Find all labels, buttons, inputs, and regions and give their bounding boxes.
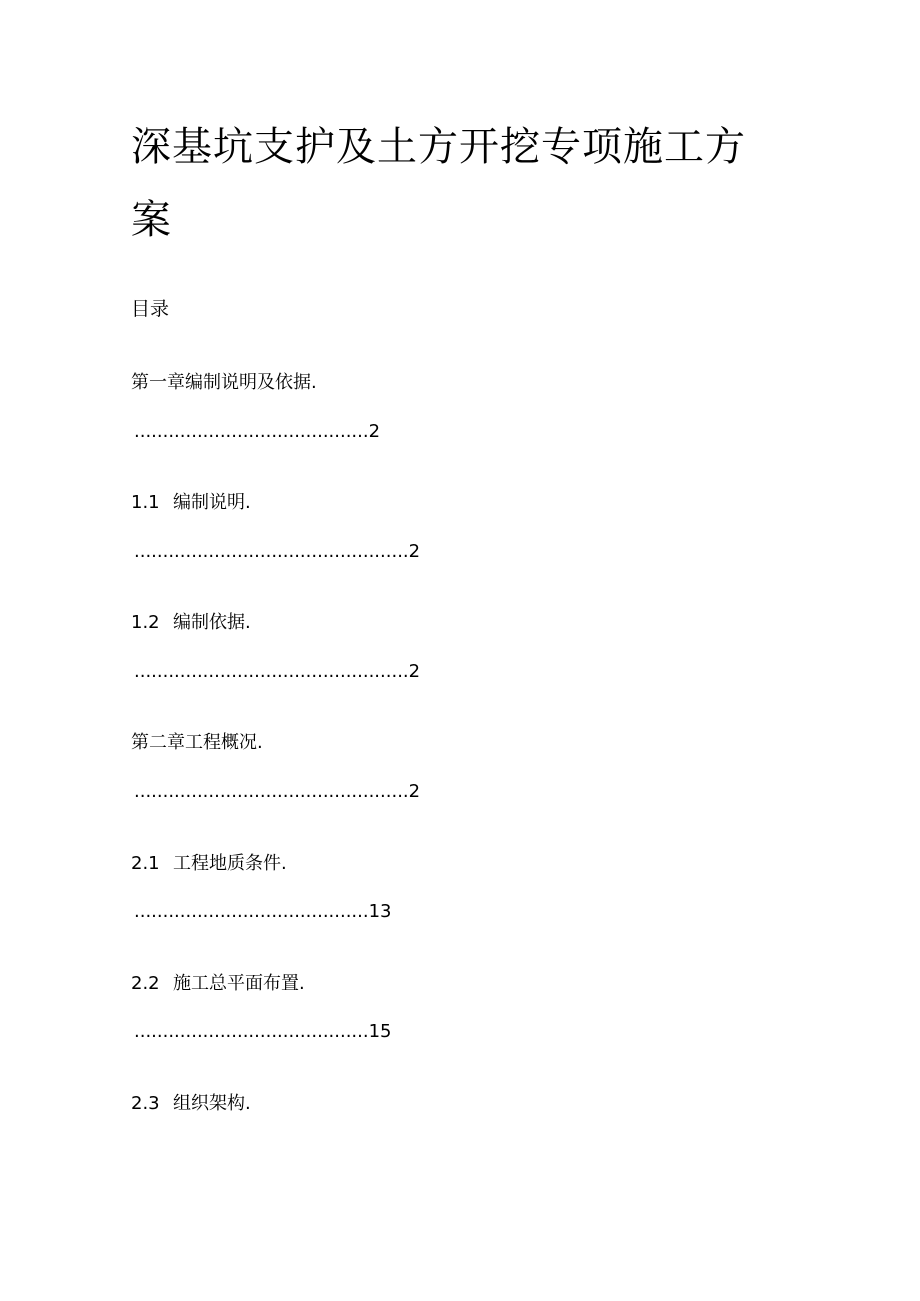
toc-page-number: 2: [368, 421, 381, 442]
document-title-line-2: 案: [131, 197, 172, 243]
document-title-line-1: 深基坑支护及土方开挖专项施工方: [131, 124, 746, 170]
toc-leader-dots: .........................................: [134, 421, 369, 442]
toc-entry-title: [131, 975, 305, 993]
toc-leader-dots: .........................................: [134, 901, 369, 922]
toc-entry-leader: [134, 543, 420, 561]
toc-entry-title: [131, 614, 251, 632]
toc-entry-text: 施工总平面布置.: [173, 973, 305, 994]
toc-entry-leader: [134, 783, 420, 801]
toc-entry-leader: [134, 1023, 392, 1041]
toc-page-number: 2: [408, 541, 421, 562]
toc-entry-number: 2.2: [131, 973, 160, 994]
toc-entry-leader: [134, 903, 392, 921]
toc-leader-dots: ................................................: [134, 661, 409, 682]
toc-leader-dots: ................................................: [134, 781, 409, 802]
toc-entry-text: 第二章工程概况.: [131, 732, 263, 753]
toc-entry-number: 1.1: [131, 492, 160, 513]
toc-entry-title: [131, 855, 287, 873]
toc-entry-text: 工程地质条件.: [173, 853, 287, 874]
toc-entry-title: [131, 734, 263, 752]
toc-entry-title: [131, 374, 317, 392]
toc-entry-text: 第一章编制说明及依据.: [131, 372, 317, 393]
toc-entry-text: 编制依据.: [173, 612, 251, 633]
toc-entry-title: [131, 1095, 251, 1113]
toc-page-number: 2: [408, 781, 421, 802]
toc-leader-dots: .........................................: [134, 1021, 369, 1042]
toc-entry-number: 1.2: [131, 612, 160, 633]
toc-entry-number: 2.1: [131, 853, 160, 874]
toc-page-number: 13: [368, 901, 392, 922]
toc-entry-text: 编制说明.: [173, 492, 251, 513]
toc-page-number: 15: [368, 1021, 392, 1042]
toc-leader-dots: ................................................: [134, 541, 409, 562]
toc-entry-text: 组织架构.: [173, 1093, 251, 1114]
toc-entry-title: [131, 494, 251, 512]
toc-entry-number: 2.3: [131, 1093, 160, 1114]
toc-entry-leader: [134, 423, 380, 441]
toc-entry-leader: [134, 663, 420, 681]
toc-heading: 目录: [131, 298, 170, 320]
toc-page-number: 2: [408, 661, 421, 682]
